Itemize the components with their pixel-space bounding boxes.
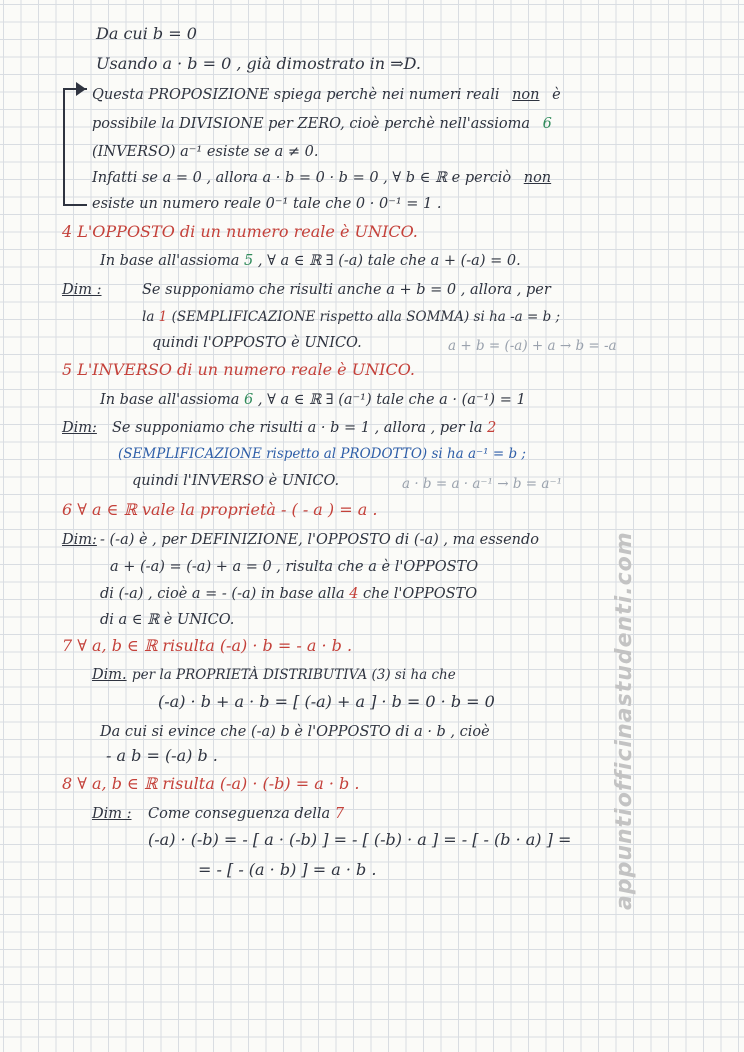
line-21: (-a) · b + a · b = [ (-a) + a ] · b = 0 · b = 0 [158, 692, 495, 711]
heading-5 [62, 360, 415, 380]
line-4 [92, 114, 552, 134]
dim-label-5 [92, 804, 132, 824]
line-18-end: che l'OPPOSTO [363, 586, 478, 602]
dim-label-3 [62, 530, 97, 550]
line-9: Se supponiamo che risulti anche a + b = 0 , allora , per [142, 282, 551, 298]
dim-4-text: Dim. [92, 667, 127, 683]
line-6-underlined: non [523, 170, 552, 186]
heading-4: 4 L'OPPOSTO di un numero reale è UNICO. [62, 222, 418, 241]
line-8-text: In base all'assioma [100, 253, 240, 269]
line-3-underlined: non [512, 87, 540, 103]
line-18-start: di (-a) , cioè a = - (-a) in base alla [100, 586, 345, 602]
line-13-number: 2 [487, 420, 497, 436]
line-8-number: 5 [244, 253, 254, 269]
line-24 [148, 804, 344, 824]
line-15-gray-note: a · b = a · a⁻¹ → b = a⁻¹ [402, 476, 562, 492]
heading-8: 8 ∀ a, b ∈ ℝ risulta (-a) · (-b) = a · b . [62, 774, 360, 793]
line-10-text: (SEMPLIFICAZIONE rispetto alla SOMMA) si ha -a = b ; [171, 309, 561, 325]
line-24-text: Come conseguenza della [148, 806, 331, 822]
line-8 [100, 251, 521, 271]
line-13-text: Se supponiamo che risulti a · b = 1 , allora , per la [112, 420, 483, 436]
line-18 [100, 584, 477, 604]
dim-label-4 [92, 665, 127, 685]
line-11: quindi l'OPPOSTO è UNICO. [152, 335, 362, 351]
line-12-text: In base all'assioma [100, 392, 240, 408]
line-3-end: è [552, 87, 561, 103]
heading-6: 6 ∀ a ∈ ℝ vale la proprietà - ( - a ) = a . [62, 500, 378, 519]
line-25: (-a) · (-b) = - [ a · (-b) ] = - [ (-b) · a ] = - [ - (b · a) ] = [148, 830, 572, 849]
arrow-icon [76, 82, 86, 96]
line-22: Da cui si evince che (-a) b è l'OPPOSTO di a · b , cioè [100, 724, 490, 740]
line-6 [92, 168, 551, 188]
dim-5-text: Dim : [92, 806, 132, 822]
line-15: quindi l'INVERSO è UNICO. [132, 473, 340, 489]
dim-2-text: Dim: [62, 420, 97, 436]
line-20: per la PROPRIETÀ DISTRIBUTIVA (3) si ha che [132, 667, 456, 683]
line-10-start: la [142, 309, 155, 325]
line-17: a + (-a) = (-a) + a = 0 , risulta che a è l'OPPOSTO [110, 559, 479, 575]
line-1: Da cui b = 0 [96, 24, 197, 43]
line-14-text: (SEMPLIFICAZIONE rispetto al PRODOTTO) si ha a⁻¹ = b ; [118, 446, 526, 462]
line-6-text: Infatti se a = 0 , allora a · b = 0 · b = 0 , ∀ b ∈ ℝ e perciò [92, 170, 512, 186]
line-4-number: 6 [542, 116, 552, 132]
line-12-number: 6 [244, 392, 254, 408]
heading-7: 7 ∀ a, b ∈ ℝ risulta (-a) · b = - a · b . [62, 636, 353, 655]
line-5: (INVERSO) a⁻¹ esiste se a ≠ 0. [92, 144, 319, 160]
dim-1-text: Dim : [62, 282, 102, 298]
line-12 [100, 390, 526, 410]
dim-label-2 [62, 418, 97, 438]
line-10 [142, 307, 560, 327]
line-11-gray-note: a + b = (-a) + a → b = -a [448, 338, 617, 354]
line-3 [92, 85, 561, 105]
heading-5-text: 5 L'INVERSO di un numero reale è UNICO. [62, 360, 416, 379]
dim-label-1 [62, 280, 102, 300]
line-7: esiste un numero reale 0⁻¹ tale che 0 · 0⁻¹ = 1 . [92, 196, 442, 212]
line-19: di a ∈ ℝ è UNICO. [100, 612, 235, 628]
line-16: - (-a) è , per DEFINIZIONE, l'OPPOSTO di (-a) , ma essendo [100, 532, 540, 548]
line-8-end: , ∀ a ∈ ℝ ∃ (-a) tale che a + (-a) = 0. [257, 253, 521, 269]
watermark: appuntiofficinastudenti.com [612, 531, 637, 910]
line-10-number: 1 [158, 309, 168, 325]
line-12-end: , ∀ a ∈ ℝ ∃ (a⁻¹) tale che a · (a⁻¹) = 1 [257, 392, 526, 408]
line-26: = - [ - (a · b) ] = a · b . [198, 860, 377, 879]
line-24-number: 7 [334, 806, 345, 822]
line-4-text: possibile la DIVISIONE per ZERO, cioè perchè nell'assioma [92, 116, 530, 132]
line-13 [112, 418, 496, 438]
line-2: Usando a · b = 0 , già dimostrato in ⇒D. [96, 54, 421, 73]
line-3-text: Questa PROPOSIZIONE spiega perchè nei numeri reali [92, 87, 500, 103]
line-18-number: 4 [349, 586, 359, 602]
proposition-bracket [63, 88, 87, 206]
line-23: - a b = (-a) b . [106, 746, 218, 765]
line-14 [118, 444, 526, 464]
dim-3-text: Dim: [62, 532, 97, 548]
